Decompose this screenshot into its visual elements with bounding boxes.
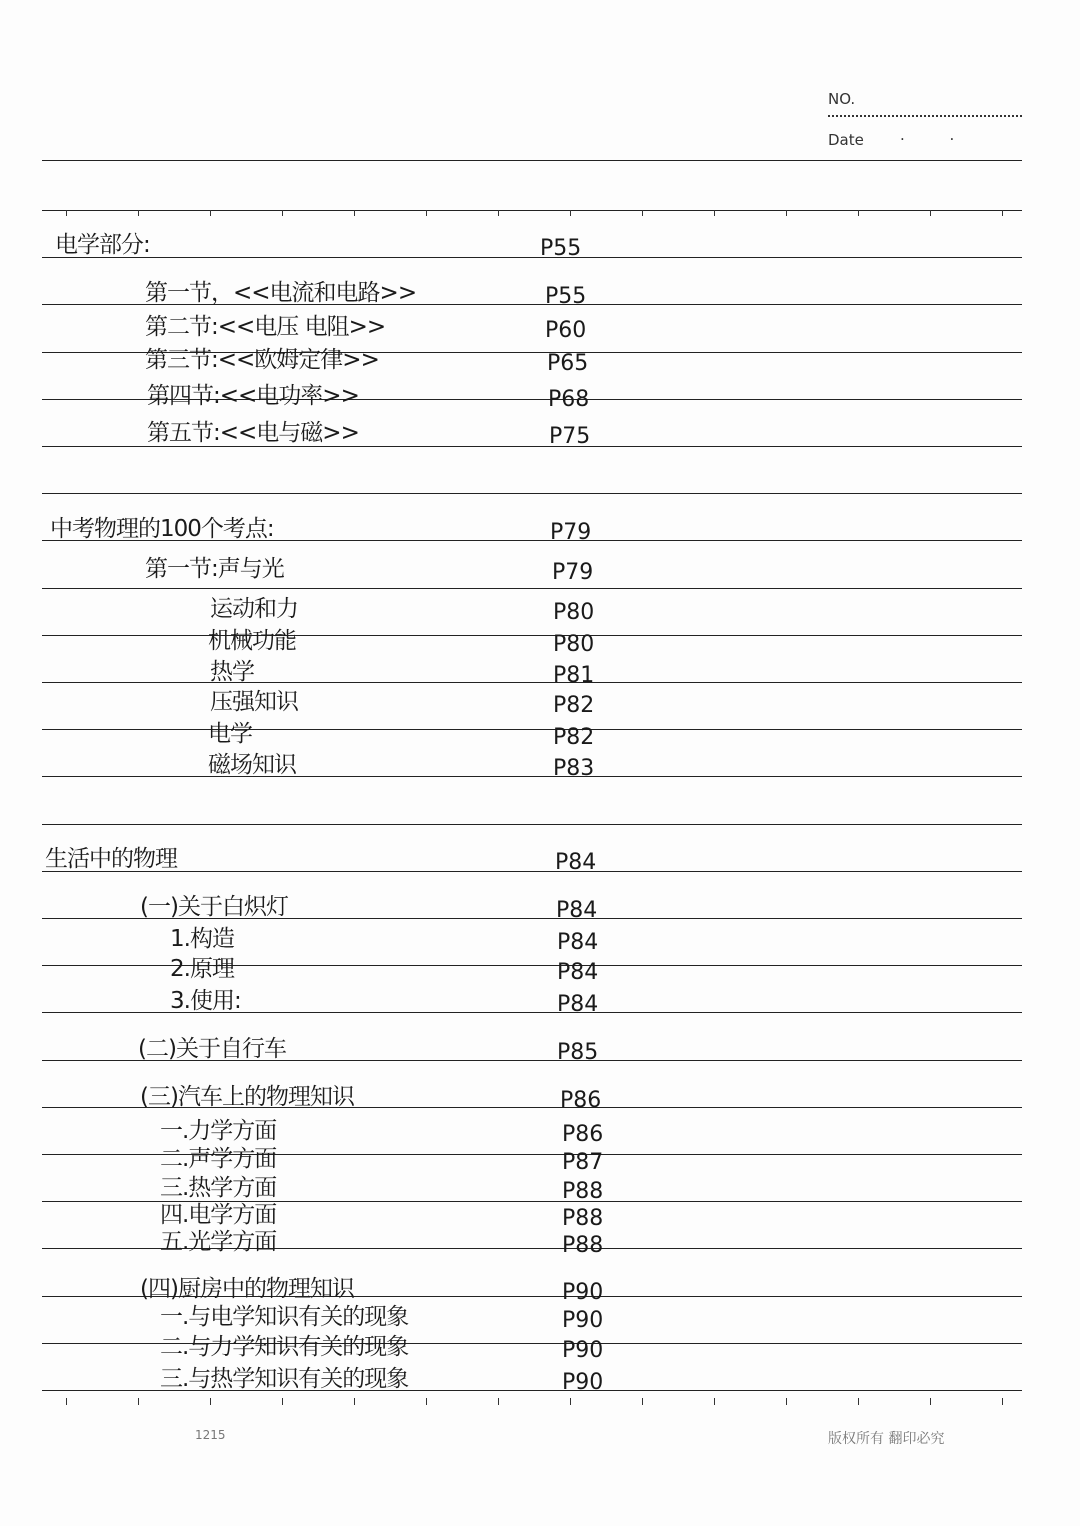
toc-entry-page: P90 [562, 1308, 604, 1333]
toc-entry-page: P87 [562, 1150, 604, 1175]
date-value: . . [900, 126, 975, 144]
toc-entry-page: P80 [553, 600, 595, 625]
toc-entry-title: 电学部分: [55, 232, 150, 258]
ruler-tick [210, 1398, 211, 1405]
toc-entry-title: (一)关于白炽灯 [140, 894, 288, 920]
ruler-tick [642, 210, 643, 216]
ruler-tick [354, 210, 355, 216]
toc-entry-page: P90 [562, 1338, 604, 1363]
toc-entry-title: (二)关于自行车 [138, 1036, 286, 1062]
toc-entry-title: 热学 [210, 659, 254, 685]
ruler-tick [210, 210, 211, 216]
toc-entry-page: P82 [553, 693, 595, 718]
toc-entry-title: 2.原理 [170, 956, 234, 982]
toc-entry-page: P84 [557, 992, 599, 1017]
ruler-tick [858, 1398, 859, 1405]
toc-entry-page: P86 [562, 1122, 604, 1147]
toc-entry-page: P79 [552, 560, 594, 585]
ruled-line [42, 493, 1022, 494]
ruler-tick [282, 210, 283, 216]
toc-entry-page: P84 [557, 960, 599, 985]
ruler-tick [354, 1398, 355, 1405]
toc-entry-title: 第一节:声与光 [145, 556, 284, 582]
ruled-line [42, 729, 1022, 730]
ruler-tick [786, 210, 787, 216]
toc-entry-title: 中考物理的100个考点: [50, 516, 274, 542]
ruled-line [42, 871, 1022, 872]
ruled-line [42, 635, 1022, 636]
toc-entry-page: P86 [560, 1088, 602, 1113]
footer-code: 1215 [195, 1428, 226, 1442]
toc-entry-title: 第一节，<<电流和电路>> [145, 280, 417, 306]
toc-entry-title: 三.热学方面 [160, 1175, 277, 1201]
ruled-line [42, 588, 1022, 589]
ruler-tick [1002, 210, 1003, 216]
toc-entry-page: P83 [553, 756, 595, 781]
ruled-line [42, 257, 1022, 258]
toc-entry-page: P82 [553, 725, 595, 750]
toc-entry-title: 压强知识 [210, 689, 298, 715]
ruler-tick [714, 210, 715, 216]
ruler-tick [138, 210, 139, 216]
toc-entry-title: 电学 [208, 721, 252, 747]
toc-entry-title: (三)汽车上的物理知识 [140, 1084, 354, 1110]
ruler-tick [1002, 1398, 1003, 1405]
toc-entry-page: P88 [562, 1179, 604, 1204]
footer-copyright: 版权所有 翻印必究 [828, 1431, 945, 1447]
toc-entry-title: 第二节:<<电压 电阻>> [145, 314, 386, 340]
toc-entry-title: 四.电学方面 [160, 1202, 277, 1228]
toc-entry-title: 二.与力学知识有关的现象 [160, 1334, 409, 1360]
toc-entry-page: P90 [562, 1370, 604, 1395]
ruler-tick [570, 1398, 571, 1405]
ruler-tick [426, 210, 427, 216]
ruler-tick [138, 1398, 139, 1405]
ruler-tick [930, 210, 931, 216]
toc-entry-page: P81 [553, 663, 595, 688]
toc-entry-page: P85 [557, 1040, 599, 1065]
ruler-tick [642, 1398, 643, 1405]
toc-entry-page: P84 [556, 898, 598, 923]
toc-entry-page: P75 [549, 424, 591, 449]
ruled-line [42, 682, 1022, 683]
toc-entry-title: 运动和力 [210, 596, 298, 622]
ruled-line [42, 210, 1022, 211]
ruler-tick [426, 1398, 427, 1405]
toc-entry-title: 3.使用: [170, 988, 241, 1014]
ruler-tick [714, 1398, 715, 1405]
toc-entry-page: P65 [547, 351, 589, 376]
toc-entry-page: P84 [555, 850, 597, 875]
ruler-tick [570, 210, 571, 216]
ruler-tick [282, 1398, 283, 1405]
ruler-tick [498, 210, 499, 216]
toc-entry-page: P90 [562, 1280, 604, 1305]
ruled-line [42, 776, 1022, 777]
ruler-tick [858, 210, 859, 216]
toc-entry-title: 五.光学方面 [160, 1229, 277, 1255]
toc-entry-title: 磁场知识 [208, 752, 296, 778]
ruler-tick [66, 1398, 67, 1405]
date-label: Date [828, 131, 864, 149]
no-label: NO. [828, 90, 856, 108]
toc-entry-page: P80 [553, 632, 595, 657]
toc-entry-title: 第三节:<<欧姆定律>> [145, 347, 379, 373]
ruler-tick [930, 1398, 931, 1405]
toc-entry-title: 一.力学方面 [160, 1118, 277, 1144]
toc-entry-title: 机械功能 [208, 628, 296, 654]
ruled-line [42, 824, 1022, 825]
no-dotted-line [828, 115, 1022, 117]
toc-entry-title: 三.与热学知识有关的现象 [160, 1366, 409, 1392]
toc-entry-title: 第五节:<<电与磁>> [147, 420, 359, 446]
ruler-tick [786, 1398, 787, 1405]
toc-entry-page: P88 [562, 1233, 604, 1258]
toc-entry-title: 一.与电学知识有关的现象 [160, 1304, 409, 1330]
toc-entry-title: 第四节:<<电功率>> [147, 383, 359, 409]
toc-entry-page: P88 [562, 1206, 604, 1231]
ruler-tick [66, 210, 67, 216]
toc-entry-page: P79 [550, 520, 592, 545]
toc-entry-page: P55 [545, 284, 587, 309]
toc-entry-page: P55 [540, 236, 582, 261]
ruled-line [42, 446, 1022, 447]
toc-entry-title: 二.声学方面 [160, 1146, 277, 1172]
toc-entry-title: 1.构造 [170, 926, 234, 952]
toc-entry-title: 生活中的物理 [45, 846, 177, 872]
toc-entry-page: P84 [557, 930, 599, 955]
toc-entry-title: (四)厨房中的物理知识 [140, 1276, 354, 1302]
toc-entry-page: P60 [545, 318, 587, 343]
ruled-line [42, 160, 1022, 161]
toc-entry-page: P68 [548, 387, 590, 412]
ruler-tick [498, 1398, 499, 1405]
